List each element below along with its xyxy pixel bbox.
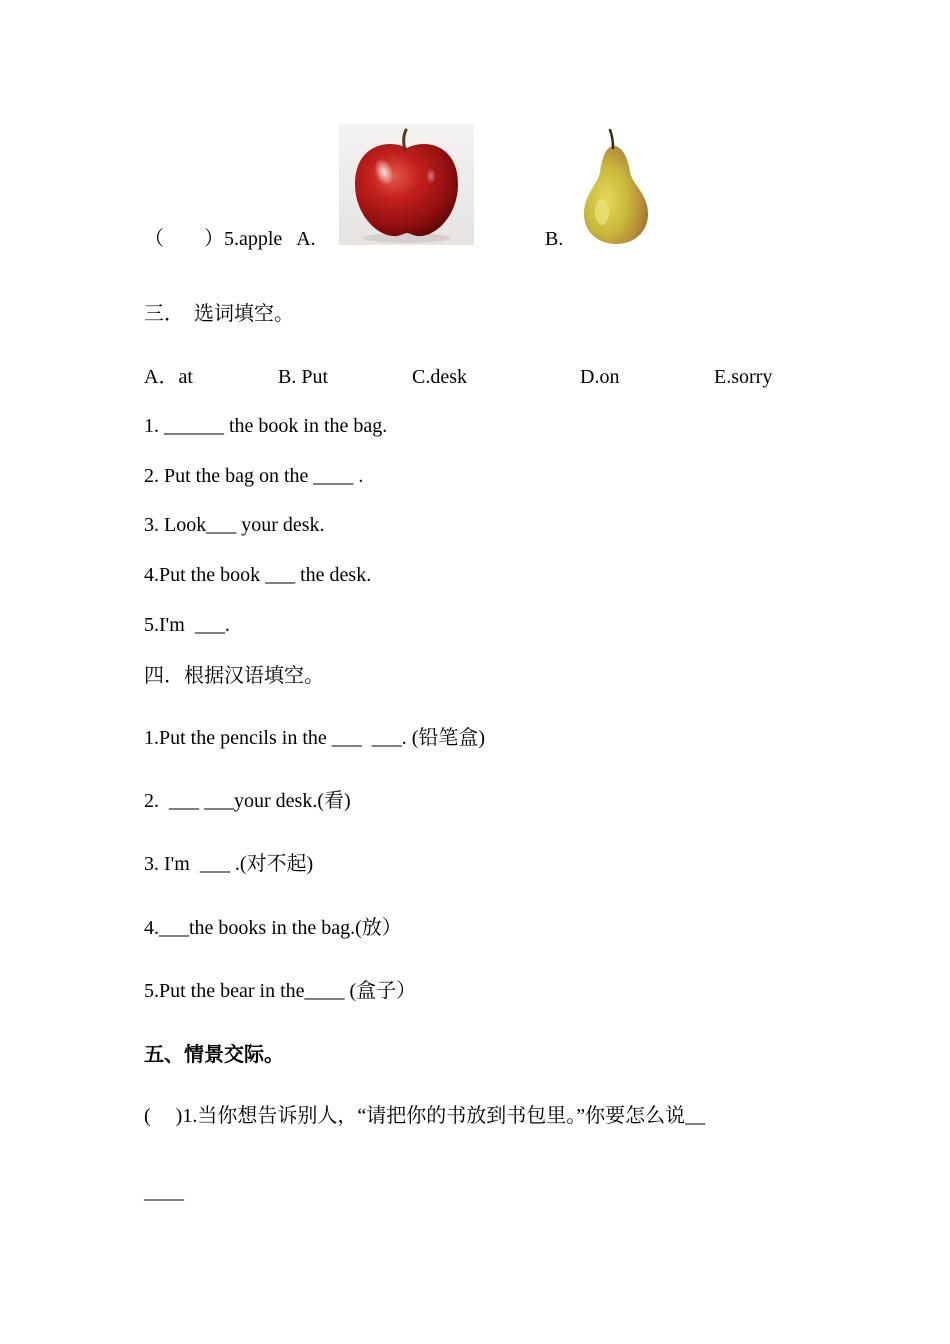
apple-image	[339, 124, 474, 245]
word-option-e: E.sorry	[714, 366, 773, 388]
option-b-label: B.	[545, 228, 564, 250]
section-3-item-1: 1. ______ the book in the bag.	[144, 415, 388, 437]
section-3-title: 三． 选词填空。	[144, 303, 294, 325]
question-5-prefix: （ ）5.apple A.	[144, 228, 316, 250]
pear-image	[578, 128, 654, 246]
section-3-item-2: 2. Put the bag on the ____ .	[144, 465, 364, 487]
section-5-question-1-blank: ____	[144, 1181, 184, 1203]
section-3-item-3: 3. Look___ your desk.	[144, 514, 325, 536]
word-option-c: C.desk	[412, 366, 467, 388]
section-4-item-1: 1.Put the pencils in the ___ ___. (铅笔盒)	[144, 727, 486, 749]
word-option-d: D.on	[580, 366, 620, 388]
word-option-a: A．at	[144, 366, 193, 388]
section-5-question-1: ( )1.当你想告诉别人，“请把你的书放到书包里。”你要怎么说__	[144, 1105, 706, 1127]
word-option-b: B. Put	[278, 366, 329, 388]
section-4-item-2: 2. ___ ___your desk.(看)	[144, 790, 351, 812]
section-4-item-3: 3. I'm ___ .(对不起)	[144, 853, 314, 875]
section-3-item-4: 4.Put the book ___ the desk.	[144, 564, 372, 586]
section-4-item-5: 5.Put the bear in the____ (盒子）	[144, 980, 417, 1002]
section-4-item-4: 4.___the books in the bag.(放）	[144, 917, 402, 939]
section-5-title: 五、情景交际。	[144, 1044, 284, 1066]
section-4-title: 四．根据汉语填空。	[144, 665, 324, 687]
section-3-item-5: 5.I'm ___.	[144, 614, 230, 636]
